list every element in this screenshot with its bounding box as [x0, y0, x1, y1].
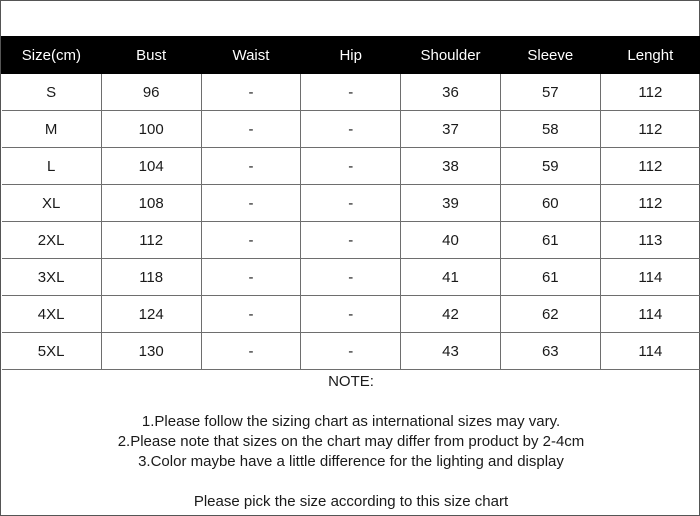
table-row [2, 296, 700, 333]
cell-bust: 124 [101, 296, 201, 333]
cell-hip: - [301, 74, 401, 111]
header-length: Lenght [600, 37, 700, 74]
cell-waist: - [201, 74, 301, 111]
cell-hip: - [301, 148, 401, 185]
cell-shoulder: 38 [401, 148, 501, 185]
cell-sleeve: 60 [500, 185, 600, 222]
cell-length: 114 [600, 333, 700, 370]
cell-bust: 100 [101, 111, 201, 148]
cell-bust: 118 [101, 259, 201, 296]
note-title: NOTE: [328, 373, 374, 390]
cell-length: 114 [600, 259, 700, 296]
cell-waist: - [201, 259, 301, 296]
cell-sleeve: 58 [500, 111, 600, 148]
cell-length: 113 [600, 222, 700, 259]
cell-hip: - [301, 333, 401, 370]
cell-shoulder: 39 [401, 185, 501, 222]
cell-shoulder: 37 [401, 111, 501, 148]
cell-sleeve: 57 [500, 74, 600, 111]
table-row [2, 185, 700, 222]
header-shoulder: Shoulder [401, 37, 501, 74]
size-table [1, 36, 700, 370]
header-waist: Waist [201, 37, 301, 74]
cell-sleeve: 61 [500, 259, 600, 296]
cell-shoulder: 42 [401, 296, 501, 333]
cell-size: 5XL [2, 333, 102, 370]
header-sleeve: Sleeve [500, 37, 600, 74]
notes-section [1, 371, 700, 512]
table-row [2, 74, 700, 111]
cell-size: XL [2, 185, 102, 222]
table-row [2, 111, 700, 148]
note-line: 1.Please follow the sizing chart as international sizes may vary. [141, 413, 561, 430]
cell-hip: - [301, 222, 401, 259]
cell-shoulder: 41 [401, 259, 501, 296]
cell-waist: - [201, 111, 301, 148]
cell-length: 112 [600, 148, 700, 185]
cell-sleeve: 61 [500, 222, 600, 259]
cell-size: 3XL [2, 259, 102, 296]
note-line: 2.Please note that sizes on the chart may differ from product by 2-4cm [117, 433, 585, 450]
cell-size: 2XL [2, 222, 102, 259]
cell-size: S [2, 74, 102, 111]
cell-hip: - [301, 259, 401, 296]
table-row [2, 259, 700, 296]
cell-waist: - [201, 222, 301, 259]
cell-bust: 112 [101, 222, 201, 259]
cell-size: M [2, 111, 102, 148]
cell-sleeve: 63 [500, 333, 600, 370]
cell-size: 4XL [2, 296, 102, 333]
cell-bust: 108 [101, 185, 201, 222]
cell-length: 114 [600, 296, 700, 333]
header-size: Size(cm) [2, 37, 102, 74]
cell-waist: - [201, 148, 301, 185]
note-list [1, 412, 700, 472]
cell-sleeve: 59 [500, 148, 600, 185]
cell-waist: - [201, 333, 301, 370]
table-header-row [2, 37, 700, 74]
cell-shoulder: 43 [401, 333, 501, 370]
cell-waist: - [201, 296, 301, 333]
cell-length: 112 [600, 111, 700, 148]
cell-hip: - [301, 111, 401, 148]
table-row [2, 222, 700, 259]
cell-size: L [2, 148, 102, 185]
cell-bust: 96 [101, 74, 201, 111]
note-footer: Please pick the size according to this size chart [193, 493, 509, 510]
cell-waist: - [201, 185, 301, 222]
table-row [2, 333, 700, 370]
cell-length: 112 [600, 185, 700, 222]
cell-shoulder: 36 [401, 74, 501, 111]
note-line: 3.Color maybe have a little difference for the lighting and display [138, 453, 564, 470]
header-hip: Hip [301, 37, 401, 74]
cell-length: 112 [600, 74, 700, 111]
cell-bust: 104 [101, 148, 201, 185]
table-row [2, 148, 700, 185]
cell-sleeve: 62 [500, 296, 600, 333]
cell-hip: - [301, 185, 401, 222]
cell-hip: - [301, 296, 401, 333]
cell-bust: 130 [101, 333, 201, 370]
header-bust: Bust [101, 37, 201, 74]
cell-shoulder: 40 [401, 222, 501, 259]
